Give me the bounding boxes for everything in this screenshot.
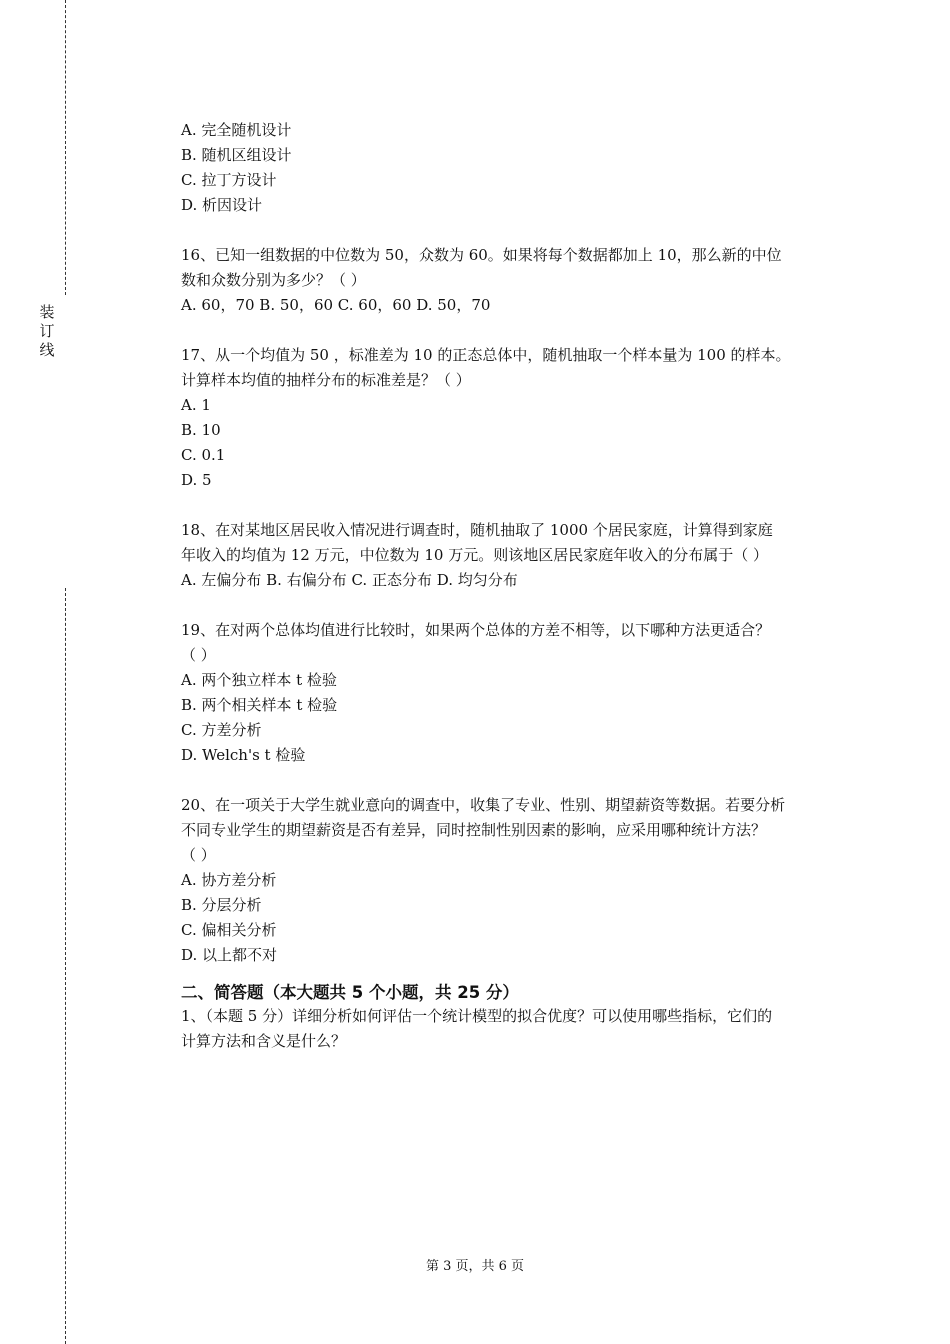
question-18 xyxy=(181,518,851,593)
question-stem-line: 20、在一项关于大学生就业意向的调查中，收集了专业、性别、期望薪资等数据。若要分析 xyxy=(181,796,786,814)
option-d: D. 5 xyxy=(181,471,212,489)
options-inline: A. 左偏分布 B. 右偏分布 C. 正态分布 D. 均匀分布 xyxy=(181,571,518,589)
option-b: B. 10 xyxy=(181,421,221,439)
question-stem-line: 计算方法和含义是什么？ xyxy=(181,1032,347,1050)
option-d: D. 以上都不对 xyxy=(181,946,278,964)
binding-char: 订 xyxy=(39,322,55,340)
question-20 xyxy=(181,793,851,968)
question-stem-line: 1、（本题 5 分）详细分析如何评估一个统计模型的拟合优度？可以使用哪些指标，它们的 xyxy=(181,1007,773,1025)
binding-char: 线 xyxy=(39,341,55,359)
question-stem-line: 数和众数分别为多少？（ ） xyxy=(181,271,366,289)
option-c: C. 方差分析 xyxy=(181,721,262,739)
section-heading: 二、简答题（本大题共 5 个小题，共 25 分） xyxy=(181,983,519,1002)
question-17 xyxy=(181,343,851,493)
binding-dashed-line-top xyxy=(65,0,66,295)
question-stem-line: 18、在对某地区居民收入情况进行调查时，随机抽取了 1000 个居民家庭，计算得到家庭 xyxy=(181,521,773,539)
option-a: A. 协方差分析 xyxy=(181,871,277,889)
options-inline: A. 60，70 B. 50，60 C. 60，60 D. 50，70 xyxy=(181,296,491,314)
page-number: 第 3 页，共 6 页 xyxy=(425,1259,525,1274)
question-15-options xyxy=(181,118,851,218)
option-b: B. 两个相关样本 t 检验 xyxy=(181,696,338,714)
question-stem-line: 计算样本均值的抽样分布的标准差是？（ ） xyxy=(181,371,471,389)
question-16 xyxy=(181,243,851,318)
binding-label xyxy=(38,303,56,360)
question-stem-line: 16、已知一组数据的中位数为 50，众数为 60。如果将每个数据都加上 10，那么新的中位 xyxy=(181,246,782,264)
question-stem-line: 17、从一个均值为 50 ，标准差为 10 的正态总体中，随机抽取一个样本量为 100 的样本。 xyxy=(181,346,791,364)
option-b: B. 随机区组设计 xyxy=(181,146,292,164)
question-stem-line: 年收入的均值为 12 万元，中位数为 10 万元。则该地区居民家庭年收入的分布属于（ ） xyxy=(181,546,769,564)
option-d: D. 析因设计 xyxy=(181,196,263,214)
option-a: A. 1 xyxy=(181,396,211,414)
option-a: A. 完全随机设计 xyxy=(181,121,292,139)
question-stem-line: 不同专业学生的期望薪资是否有差异，同时控制性别因素的影响，应采用哪种统计方法？ xyxy=(181,821,767,839)
short-answer-question-1 xyxy=(181,1004,851,1054)
question-stem-line: 19、在对两个总体均值进行比较时，如果两个总体的方差不相等，以下哪种方法更适合？ xyxy=(181,621,771,639)
option-b: B. 分层分析 xyxy=(181,896,262,914)
option-c: C. 偏相关分析 xyxy=(181,921,277,939)
binding-dashed-line-bottom xyxy=(65,588,66,1344)
question-19 xyxy=(181,618,851,768)
option-a: A. 两个独立样本 t 检验 xyxy=(181,671,337,689)
question-stem-line: （ ） xyxy=(181,846,216,864)
question-stem-line: （ ） xyxy=(181,646,216,664)
option-c: C. 拉丁方设计 xyxy=(181,171,277,189)
exam-content xyxy=(181,118,851,1054)
option-d: D. Welch's t 检验 xyxy=(181,746,306,764)
binding-char: 装 xyxy=(39,303,55,321)
option-c: C. 0.1 xyxy=(181,446,226,464)
